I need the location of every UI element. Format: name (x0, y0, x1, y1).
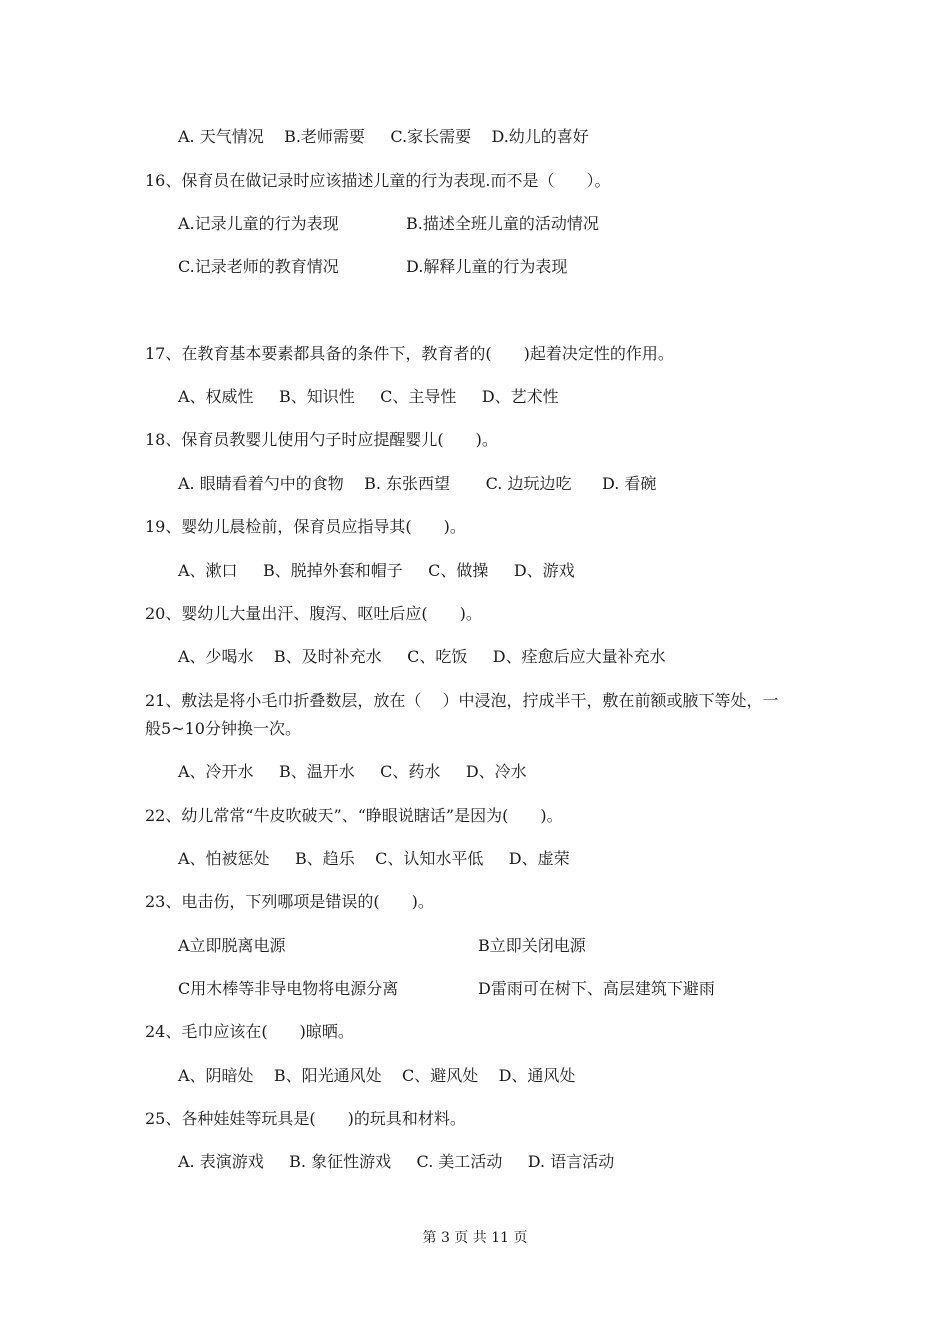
q16-option-d: D.解释儿童的行为表现 (406, 257, 568, 276)
q19-stem: 19、婴幼儿晨检前，保育员应指导其( )。 (145, 517, 466, 536)
q16-option-c: C.记录老师的教育情况 (178, 257, 339, 276)
q17-options: A、权威性 B、知识性 C、主导性 D、艺术性 (178, 387, 559, 406)
q15-options: A. 天气情况 B.老师需要 C.家长需要 D.幼儿的喜好 (178, 127, 589, 146)
q18-stem: 18、保育员教婴儿使用勺子时应提醒婴儿( )。 (145, 430, 498, 449)
q23-option-c: C用木棒等非导电物将电源分离 (178, 979, 399, 998)
q20-stem: 20、婴幼儿大量出汗、腹泻、呕吐后应( )。 (145, 604, 482, 623)
q25-stem: 25、各种娃娃等玩具是( )的玩具和材料。 (145, 1109, 466, 1128)
page-number-footer: 第 3 页 共 11 页 (422, 1230, 528, 1246)
q16-stem: 16、保育员在做记录时应该描述儿童的行为表现.而不是（ ）。 (145, 171, 611, 190)
q16-option-b: B.描述全班儿童的活动情况 (406, 214, 599, 233)
q23-option-b: B立即关闭电源 (478, 936, 586, 955)
q19-options: A、漱口 B、脱掉外套和帽子 C、做操 D、游戏 (178, 561, 575, 580)
q20-options: A、少喝水 B、及时补充水 C、吃饭 D、痊愈后应大量补充水 (178, 647, 666, 666)
q17-stem: 17、在教育基本要素都具备的条件下，教育者的( )起着决定性的作用。 (145, 344, 674, 363)
q25-options: A. 表演游戏 B. 象征性游戏 C. 美工活动 D. 语言活动 (178, 1152, 615, 1171)
q18-options: A. 眼睛看着勺中的食物 B. 东张西望 C. 边玩边吃 D. 看碗 (178, 474, 657, 493)
q24-options: A、阴暗处 B、阳光通风处 C、避风处 D、通风处 (178, 1066, 576, 1085)
q21-stem-line2: 般5~10分钟换一次。 (145, 719, 301, 738)
q23-stem: 23、电击伤，下列哪项是错误的( )。 (145, 892, 434, 911)
q24-stem: 24、毛巾应该在( )晾晒。 (145, 1022, 354, 1041)
q23-option-d: D雷雨可在树下、高层建筑下避雨 (478, 979, 715, 998)
q23-option-a: A立即脱离电源 (178, 936, 286, 955)
q22-stem: 22、幼儿常常“牛皮吹破天”、“睁眼说瞎话”是因为( )。 (145, 806, 563, 825)
q16-option-a: A.记录儿童的行为表现 (178, 214, 339, 233)
q21-stem-line1: 21、敷法是将小毛巾折叠数层，放在（ ）中浸泡，拧成半干，敷在前额或腋下等处，一 (145, 691, 779, 710)
q21-options: A、冷开水 B、温开水 C、药水 D、冷水 (178, 762, 527, 781)
q22-options: A、怕被惩处 B、趋乐 C、认知水平低 D、虚荣 (178, 849, 570, 868)
